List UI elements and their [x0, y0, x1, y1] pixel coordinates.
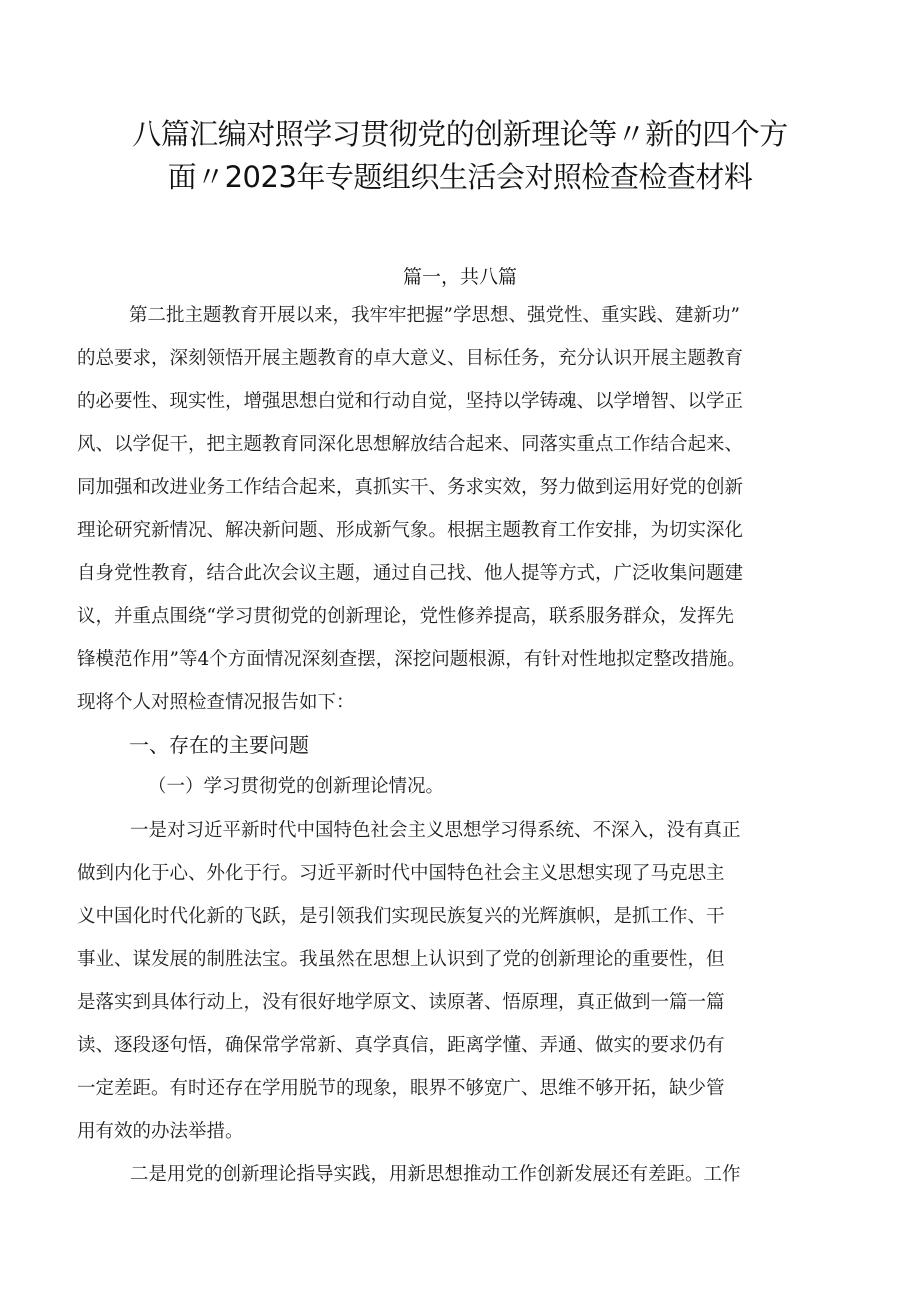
intro-line: 现将个人对照检查情况报告如下： — [77, 692, 355, 713]
body-line: 二是用党的创新理论指导实践，用新思想推动工作创新发展还有差距。工作 — [130, 1164, 741, 1185]
document-title-line-1: 八篇汇编对照学习贯彻党的创新理论等〃新的四个方 — [132, 117, 788, 151]
intro-line: 风、以学促干，把主题教育同深化思想解放结合起来、同落实重点工作结合起来、 — [77, 434, 744, 455]
intro-line: 理论研究新情况、解决新问题、形成新气象。根据主题教育工作安排，为切实深化 — [77, 520, 744, 541]
intro-line: 的必要性、现实性，增强思想白觉和行动自觉，坚持以学铸魂、以学增智、以学正 — [77, 391, 744, 412]
intro-line: 自身党性教育，结合此次会议主题，通过自己找、他人提等方式，广泛收集问题建 — [77, 563, 744, 584]
body-line: 用有效的办法举措。 — [77, 1121, 244, 1142]
body-line: 做到内化于心、外化于行。习近平新时代中国特色社会主义思想实现了马克思主 — [77, 863, 725, 884]
subsection-heading: （一）学习贯彻党的创新理论情况。 — [148, 776, 445, 797]
intro-line: 锋模范作用”等4个方面情况深刻查摆，深挖问题根源，有针对性地拟定整改措施。 — [77, 649, 746, 670]
intro-line: 第二批主题教育开展以来，我牢牢把握”学思想、强党性、重实践、建新功” — [129, 305, 740, 326]
body-line: 一定差距。有时还存在学用脱节的现象，眼界不够宽广、思维不够开拓，缺少管 — [77, 1078, 725, 1099]
intro-line: 议，并重点围绕“学习贯彻党的创新理论，党性修养提高，联系服务群众，发挥先 — [77, 606, 734, 627]
body-line: 读、逐段逐句悟，确保常学常新、真学真信，距离学懂、弄通、做实的要求仍有 — [77, 1035, 725, 1056]
document-title-line-2: 面〃2023年专题组织生活会对照检查检查材料 — [167, 160, 753, 194]
body-line: 义中国化时代化新的飞跃，是引领我们实现民族复兴的光辉旗帜，是抓工作、干 — [77, 906, 725, 927]
intro-line: 同加强和改进业务工作结合起来，真抓实干、务求实效，努力做到运用好党的创新 — [77, 477, 744, 498]
body-line: 事业、谋发展的制胜法宝。我虽然在思想上认识到了党的创新理论的重要性，但 — [77, 949, 725, 970]
body-line: 是落实到具体行动上，没有很好地学原文、读原著、悟原理，真正做到一篇一篇 — [77, 992, 725, 1013]
body-line: 一是对习近平新时代中国特色社会主义思想学习得系统、不深入，没有真正 — [130, 820, 741, 841]
section-subtitle: 篇一，共八篇 — [402, 266, 517, 288]
intro-line: 的总要求，深刻领悟开展主题教育的卓大意义、目标任务，充分认识开展主题教育 — [77, 348, 744, 369]
section-heading: 一、存在的主要问题 — [129, 733, 309, 757]
